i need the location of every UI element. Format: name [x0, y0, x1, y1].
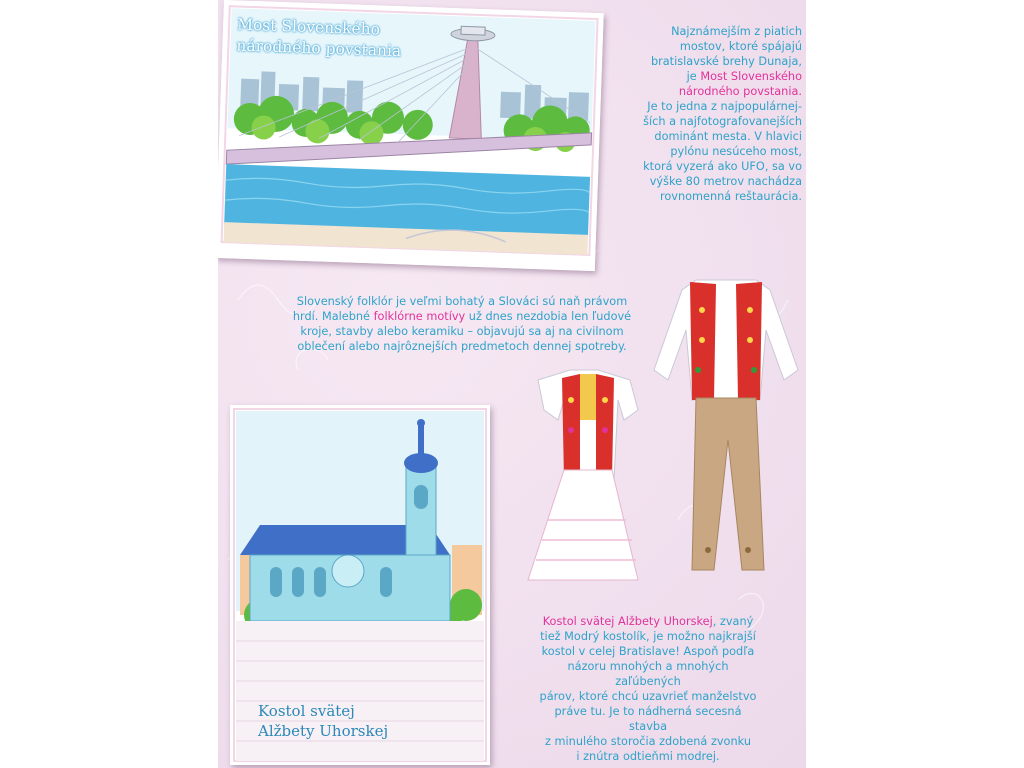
- church-card: [230, 405, 490, 765]
- church-card-title: [258, 701, 388, 741]
- folk-costumes-illustration: [508, 270, 806, 600]
- bridge-text-line: Je to jedna z najpopulárnej-: [647, 100, 802, 113]
- church-text-line: práve tu. Je to nádherná secesná stavba: [554, 705, 742, 733]
- bridge-card-title: [236, 14, 402, 62]
- church-description: [538, 614, 758, 764]
- bridge-text-line: ktorá vyzerá ako UFO, sa vo: [643, 160, 802, 173]
- church-text-line: párov, ktoré chcú uzavrieť manželstvo: [539, 690, 757, 703]
- bridge-text-line: dominánt mesta. V hlavici: [654, 130, 802, 143]
- folk-text-pre: hrdí. Malebné: [292, 310, 370, 323]
- church-title-line1: Kostol svätej: [258, 702, 355, 720]
- bridge-highlight-1: Most Slovenského: [700, 70, 802, 83]
- church-text-post: , zvaný: [712, 615, 754, 628]
- bridge-text-je: je: [686, 70, 697, 83]
- church-text-line: i znútra odtieňmi modrej.: [576, 750, 720, 763]
- folk-text-line: kroje, stavby alebo keramiku – objavujú sa aj na civilnom: [300, 325, 624, 338]
- folk-text-line: oblečení alebo najrôznejších predmetoch dennej spotreby.: [297, 340, 627, 353]
- folk-text-post: už dnes nezdobia len ľudové: [468, 310, 632, 323]
- bridge-text-line: Najznámejším z piatich: [671, 25, 802, 38]
- book-page: [218, 0, 806, 768]
- church-highlight: Kostol svätej Alžbety Uhorskej: [542, 615, 713, 628]
- folk-highlight: folklórne motívy: [373, 310, 466, 323]
- womens-costume: [528, 370, 638, 580]
- church-text-line: z minulého storočia zdobená zvonku: [545, 735, 751, 748]
- bridge-title-line1: Most Slovenského: [236, 15, 381, 39]
- bridge-highlight-2: národného povstania.: [678, 85, 802, 98]
- bridge-text-line: ších a najfotografovanejších: [643, 115, 802, 128]
- bridge-text-line: pylónu nesúceho most,: [670, 145, 802, 158]
- bridge-card: [218, 0, 604, 271]
- church-title-line2: Alžbety Uhorskej: [258, 722, 389, 740]
- bridge-description: [618, 24, 802, 204]
- church-text-line: názoru mnohých a mnohých zaľúbených: [567, 660, 729, 688]
- bridge-title-line2: národného povstania: [236, 36, 402, 61]
- bridge-text-line: mostov, ktoré spájajú: [679, 40, 802, 53]
- bridge-text-line: výške 80 metrov nachádza: [649, 175, 802, 188]
- church-text-line: kostol v celej Bratislave! Aspoň podľa: [541, 645, 755, 658]
- mens-costume: [654, 280, 798, 570]
- bridge-text-line: bratislavské brehy Dunaja,: [650, 55, 802, 68]
- folk-text-line: Slovenský folklór je veľmi bohatý a Slováci sú naň právom: [296, 295, 628, 308]
- church-text-line: tiež Modrý kostolík, je možno najkrajší: [540, 630, 756, 643]
- bridge-text-line: rovnomenná reštaurácia.: [659, 190, 802, 203]
